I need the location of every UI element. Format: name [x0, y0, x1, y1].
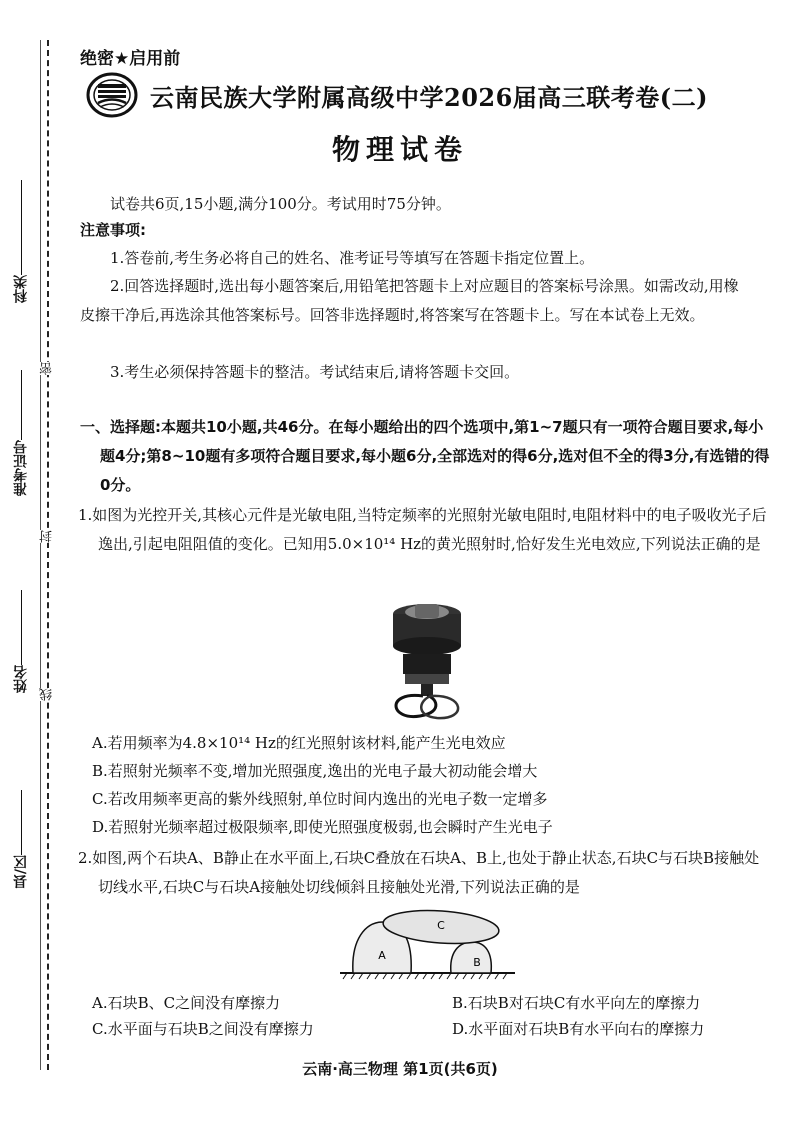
q2-option-a: A.石块B、C之间没有摩擦力 [92, 994, 281, 1012]
q1-option-c: C.若改用频率更高的紫外线照射,单位时间内逸出的光电子数一定增多 [92, 790, 548, 808]
exam-intro: 试卷共6页,15小题,满分100分。考试用时75分钟。 [110, 195, 451, 213]
school-logo-icon [86, 72, 138, 118]
cut-mark: 封 [40, 530, 55, 543]
q1-option-b: B.若照射光频率不变,增加光照强度,逸出的光电子最大初动能会增大 [92, 762, 538, 780]
field-name-label: 姓名 [13, 665, 29, 693]
photo-switch-figure [375, 596, 485, 726]
notice-item-2: 2.回答选择题时,选出每小题答案后,用铅笔把答题卡上对应题目的答案标号涂黑。如需改动,用橡皮擦干净后,再选涂其他答案标号。回答非选择题时,将答案写在答题卡上。写在本试卷上无效。 [80, 277, 739, 324]
field-exam-id-underline [21, 370, 22, 440]
field-subject-underline [21, 180, 22, 275]
stone-b-label: B [473, 956, 481, 969]
field-exam-id-label: 准考证号 [13, 440, 29, 496]
notice-title: 注意事项: [80, 221, 146, 239]
field-name [6, 590, 36, 693]
binding-dashed-line [47, 40, 49, 1070]
school-header [86, 72, 708, 118]
field-county-label: 县/区 [13, 855, 29, 889]
field-name-underline [21, 590, 22, 665]
subject-title: 物理试卷 [331, 133, 468, 166]
q1-option-a: A.若用频率为4.8×10¹⁴ Hz的红光照射该材料,能产生光电效应 [92, 734, 506, 752]
binding-solid-line [40, 40, 41, 1070]
field-county-underline [21, 790, 22, 855]
stone-c-label: C [437, 919, 445, 932]
seal-mark: 密 [40, 362, 55, 375]
section-1-heading: 一、选择题:本题共10小题,共46分。在每小题给出的四个选项中,第1~7题只有一项符合题目要求,每小题4分;第8~10题有多项符合题目要求,每小题6分,全部选对的得6分,选对但不全的得3分,有选错的得0分。 [80, 418, 770, 494]
q1-option-d: D.若照射光频率超过极限频率,即使光照强度极弱,也会瞬时产生光电子 [92, 818, 553, 836]
q2-option-c: C.水平面与石块B之间没有摩擦力 [92, 1020, 314, 1038]
q2-stem: 2.如图,两个石块A、B静止在水平面上,石块C叠放在石块A、B上,也处于静止状态,石块C与石块B接触处切线水平,石块C与石块A接触处切线倾斜且接触处光滑,下列说法正确的是 [78, 849, 760, 896]
secret-label: 绝密★启用前 [80, 49, 181, 69]
stone-a-label: A [378, 949, 386, 962]
school-title: 云南民族大学附属高级中学2026届高三联考卷(二) [150, 82, 709, 112]
line-mark: 线 [40, 688, 55, 701]
field-exam-id [6, 370, 36, 496]
q2-option-d: D.水平面对石块B有水平向右的摩擦力 [452, 1020, 705, 1038]
page-footer: 云南·高三物理 第1页(共6页) [302, 1060, 498, 1078]
field-county [6, 790, 36, 888]
notice-item-3: 3.考生必须保持答题卡的整洁。考试结束后,请将答题卡交回。 [110, 363, 520, 381]
field-subject-label: 科类 [13, 275, 29, 303]
stone-b [451, 942, 492, 973]
q1-stem: 1.如图为光控开关,其核心元件是光敏电阻,当特定频率的光照射光敏电阻时,电阻材料中的电子吸收光子后逸出,引起电阻阻值的变化。已知用5.0×10¹⁴ Hz的黄光照射时,恰好发生光电效应,下列说法正确的是 [78, 506, 767, 553]
q2-option-b: B.石块B对石块C有水平向左的摩擦力 [452, 994, 701, 1012]
notice-item-1: 1.答卷前,考生务必将自己的姓名、准考证号等填写在答题卡指定位置上。 [110, 249, 595, 267]
field-subject [6, 180, 36, 303]
stones-figure [335, 900, 520, 982]
